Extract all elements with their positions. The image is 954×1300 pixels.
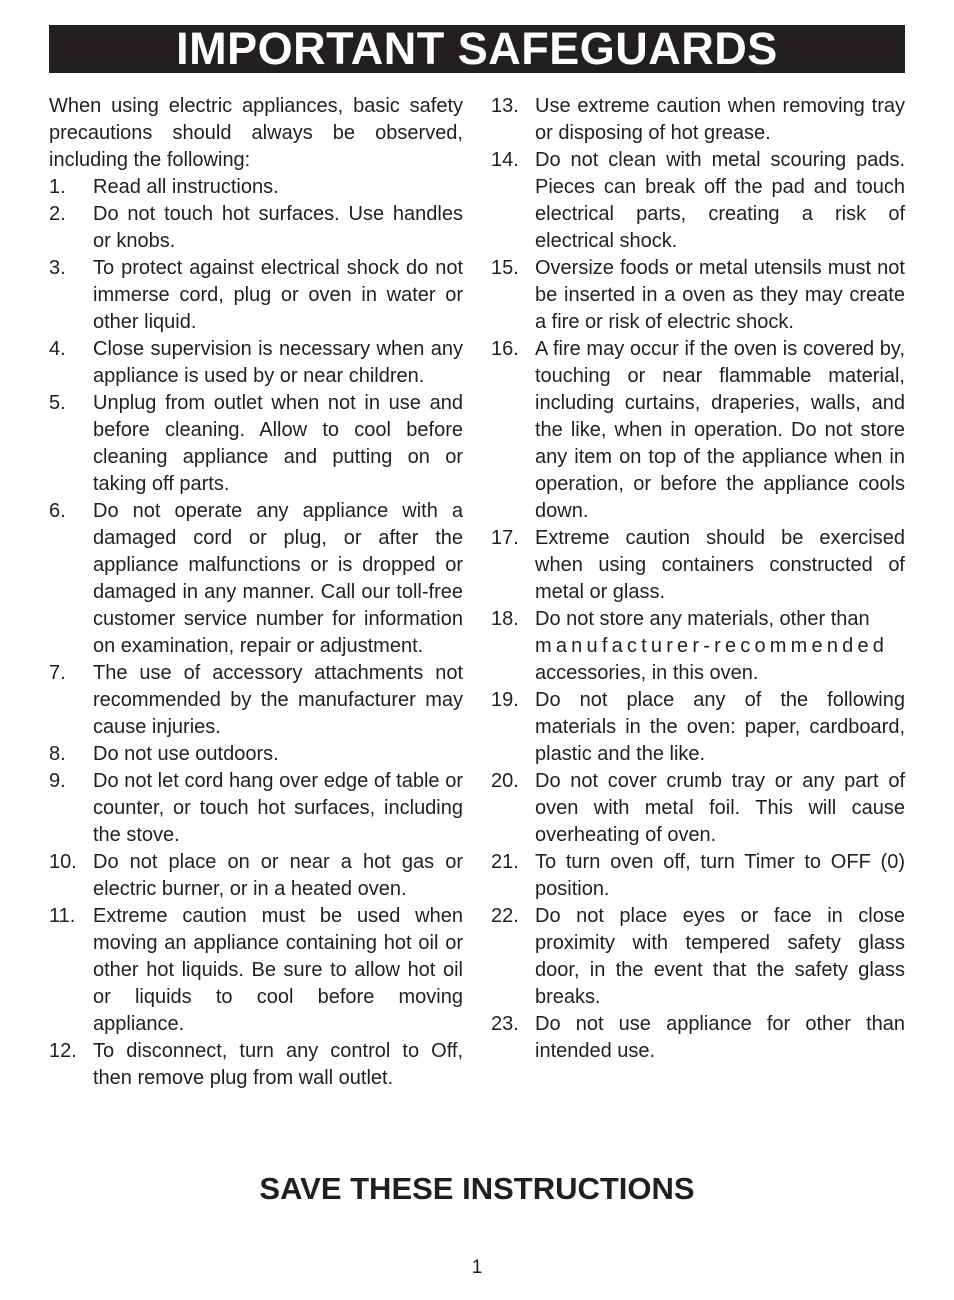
item-number: 5. [49,392,66,414]
item-text: Do not operate any appliance with a damaged cord or plug, or after the appliance malfunctions or is dropped or damaged in any manner. Call our toll-free customer service number for information on examination, repair or adjustment. [93,500,463,657]
item-number: 21. [491,851,519,873]
item-text: A fire may occur if the oven is covered by, touching or near flammable material, including curtains, draperies, walls, and the like, when in operation. Do not store any item on top of the appliance when in operation, or before the appliance cools down. [535,338,905,522]
list-item [491,768,905,849]
item-text: The use of accessory attachments not recommended by the manufacturer may cause injuries. [93,662,463,738]
item-number: 22. [491,905,519,927]
item-number: 11. [49,905,76,927]
item-number: 23. [491,1013,519,1035]
item-text: Oversize foods or metal utensils must not be inserted in a oven as they may create a fire or risk of electric shock. [535,257,905,333]
item-number: 19. [491,689,519,711]
item-text: Do not let cord hang over edge of table or counter, or touch hot surfaces, including the stove. [93,770,463,846]
list-item [49,1038,463,1092]
item-number: 1. [49,176,66,198]
list-item [491,606,905,687]
list-item [491,525,905,606]
item-text: Extreme caution should be exercised when using containers constructed of metal or glass. [535,527,905,603]
list-item [49,390,463,498]
item-number: 4. [49,338,66,360]
list-item [49,741,463,768]
item-text: Do not store any materials, other than [535,608,870,630]
item-text-spaced: manufacturer-recommended [535,635,889,657]
item-text: Extreme caution must be used when moving an appliance containing hot oil or other hot liquids. Be sure to allow hot oil or liquids to cool before moving appliance. [93,905,463,1035]
item-number: 7. [49,662,66,684]
intro-text: When using electric appliances, basic safety precautions should always be observed, including the following: [49,95,463,171]
item-text: Do not use outdoors. [93,743,279,765]
list-item [491,1011,905,1065]
list-item [491,255,905,336]
item-number: 18. [491,608,519,630]
item-number: 12. [49,1040,77,1062]
list-item [49,255,463,336]
item-number: 10. [49,851,77,873]
item-text: Do not place eyes or face in close proximity with tempered safety glass door, in the event that the safety glass breaks. [535,905,905,1008]
item-text: Use extreme caution when removing tray or disposing of hot grease. [535,95,905,144]
list-item [491,687,905,768]
item-text: Do not place any of the following materials in the oven: paper, cardboard, plastic and the like. [535,689,905,765]
item-text: Read all instructions. [93,176,279,198]
item-number: 16. [491,338,519,360]
item-text: Do not cover crumb tray or any part of oven with metal foil. This will cause overheating of oven. [535,770,905,846]
item-number: 20. [491,770,519,792]
item-number: 17. [491,527,519,549]
item-text: Do not clean with metal scouring pads. Pieces can break off the pad and touch electrical parts, creating a risk of electrical shock. [535,149,905,252]
item-text: To disconnect, turn any control to Off, then remove plug from wall outlet. [93,1040,463,1089]
list-item [49,174,463,201]
item-number: 15. [491,257,519,279]
right-column [491,93,905,1065]
item-text: Unplug from outlet when not in use and before cleaning. Allow to cool before cleaning appliance and putting on or taking off parts. [93,392,463,495]
item-number: 3. [49,257,66,279]
item-number: 9. [49,770,66,792]
item-text: To protect against electrical shock do not immerse cord, plug or oven in water or other liquid. [93,257,463,333]
list-item [491,93,905,147]
list-item [491,147,905,255]
item-number: 13. [491,95,519,117]
list-item [49,336,463,390]
page-title: IMPORTANT SAFEGUARDS [49,25,905,73]
safeguards-list-right [491,93,905,1065]
item-number: 14. [491,149,519,171]
list-item [491,336,905,525]
list-item [491,903,905,1011]
list-item [49,660,463,741]
list-item [49,201,463,255]
item-text: Do not touch hot surfaces. Use handles or knobs. [93,203,463,252]
page-number: 1 [471,1257,483,1278]
list-item [49,768,463,849]
item-text: To turn oven off, turn Timer to OFF (0) position. [535,851,905,900]
item-text: accessories, in this oven. [535,662,759,684]
left-column [49,93,463,1092]
item-text: Close supervision is necessary when any appliance is used by or near children. [93,338,463,387]
list-item [491,849,905,903]
safeguards-list-left [49,174,463,1092]
item-text: Do not use appliance for other than intended use. [535,1013,905,1062]
list-item [49,498,463,660]
item-text: Do not place on or near a hot gas or electric burner, or in a heated oven. [93,851,463,900]
item-number: 2. [49,203,66,225]
save-instructions-heading: SAVE THESE INSTRUCTIONS [259,1171,695,1206]
item-number: 8. [49,743,66,765]
list-item [49,849,463,903]
item-number: 6. [49,500,66,522]
list-item [49,903,463,1038]
